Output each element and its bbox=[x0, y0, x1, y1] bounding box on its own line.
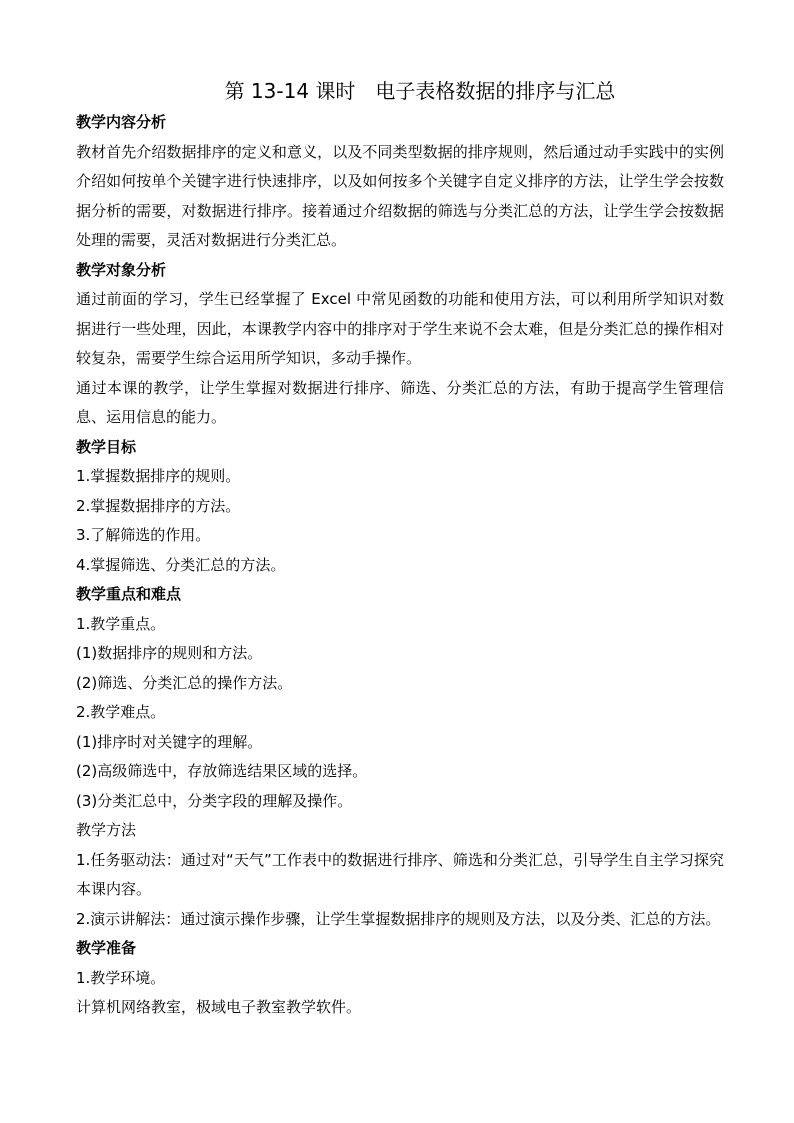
key-point-line: (2)筛选、分类汇总的操作方法。 bbox=[76, 673, 293, 692]
content-analysis-heading: 教学内容分析 bbox=[76, 113, 167, 131]
preparation-heading: 教学准备 bbox=[76, 939, 137, 957]
methods-heading: 教学方法 bbox=[76, 821, 137, 839]
document-title: 第 13-14 课时 电子表格数据的排序与汇总 bbox=[224, 79, 616, 103]
goal-item: 2.掌握数据排序的方法。 bbox=[76, 496, 241, 515]
goal-item: 3.了解筛选的作用。 bbox=[76, 526, 211, 544]
key-points-heading: 教学重点和难点 bbox=[76, 585, 182, 603]
content-analysis-paragraph: 教材首先介绍数据排序的定义和意义，以及不同类型数据的排序规则，然后通过动手实践中的实例介绍如何按单个关键字进行快速排序，以及如何按多个关键字自定义排序的方法，让学生学会按数据分析的需要，对数据进行排序。接着通过介绍数据的筛选与分类汇总的方法，让学生学会按数据处理的需要，灵活对数据进行分类汇总。 bbox=[76, 142, 724, 249]
method-item: 2.演示讲解法：通过演示操作步骤，让学生掌握数据排序的规则及方法，以及分类、汇总的方法。 bbox=[76, 909, 721, 928]
document-page bbox=[76, 74, 724, 1023]
key-point-line: (3)分类汇总中，分类字段的理解及操作。 bbox=[76, 791, 353, 810]
preparation-line: 计算机网络教室，极域电子教室教学软件。 bbox=[76, 998, 362, 1016]
key-point-line: (1)数据排序的规则和方法。 bbox=[76, 644, 263, 662]
key-point-line: 1.教学重点。 bbox=[76, 614, 166, 633]
key-point-line: (2)高级筛选中，存放筛选结果区域的选择。 bbox=[76, 762, 368, 780]
key-point-line: 2.教学难点。 bbox=[76, 703, 166, 721]
object-analysis-paragraph-1: 通过前面的学习，学生已经掌握了 Excel 中常见函数的功能和使用方法，可以利用所学知识对数据进行一些处理，因此，本课教学内容中的排序对于学生来说不会太难，但是分类汇总的操作相对较复杂，需要学生综合运用所学知识，多动手操作。 bbox=[76, 290, 724, 367]
goal-item: 4.掌握筛选、分类汇总的方法。 bbox=[76, 555, 286, 574]
preparation-line: 1.教学环境。 bbox=[76, 968, 166, 987]
goal-item: 1.掌握数据排序的规则。 bbox=[76, 467, 241, 485]
goals-heading: 教学目标 bbox=[76, 437, 137, 456]
object-analysis-paragraph-2: 通过本课的教学，让学生掌握对数据进行排序、筛选、分类汇总的方法，有助于提高学生管理信息、运用信息的能力。 bbox=[76, 378, 724, 426]
object-analysis-heading: 教学对象分析 bbox=[76, 260, 167, 279]
key-point-line: (1)排序时对关键字的理解。 bbox=[76, 732, 263, 751]
method-item: 1.任务驱动法：通过对“天气”工作表中的数据进行排序、筛选和分类汇总，引导学生自主学习探究本课内容。 bbox=[76, 850, 724, 898]
